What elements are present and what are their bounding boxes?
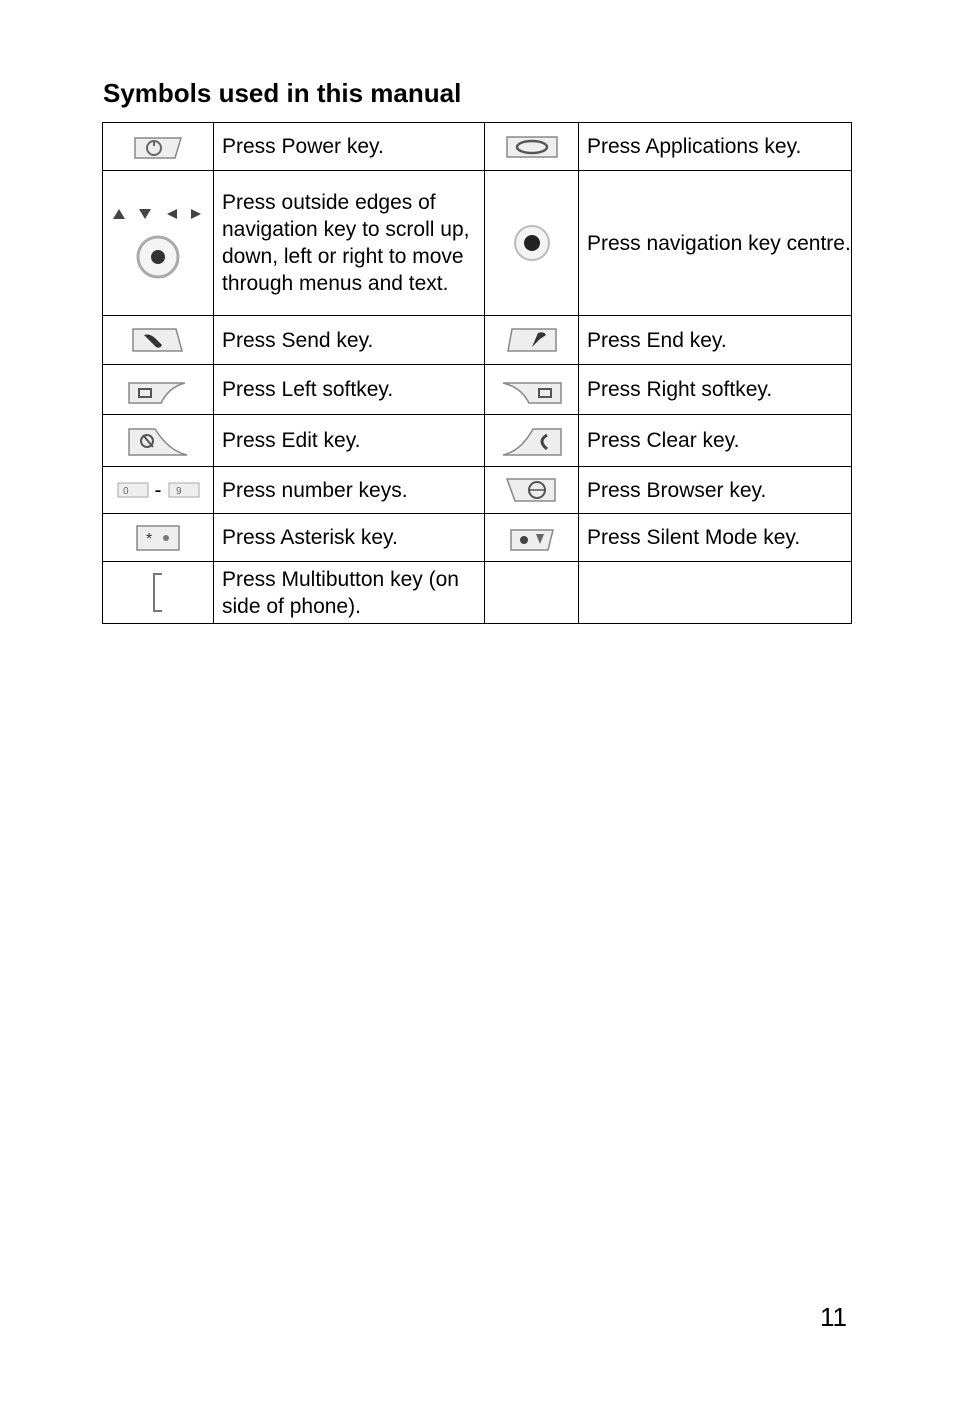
range-separator: -	[154, 478, 162, 502]
table-row	[103, 365, 852, 415]
nine-key-icon	[168, 481, 200, 499]
icon-cell	[103, 171, 214, 316]
svg-text:*: *	[146, 530, 153, 548]
icon-cell	[103, 467, 214, 514]
symbol-description: Press navigation key centre.	[579, 171, 852, 316]
empty-cell	[485, 562, 579, 624]
symbol-description: Press Right softkey.	[579, 365, 852, 415]
symbol-description: Press Multibutton key (on side of phone).	[214, 562, 485, 624]
page-number: 11	[820, 1302, 847, 1332]
icon-cell	[485, 415, 579, 467]
symbol-description: Press outside edges of navigation key to scroll up, down, left or right to move through menus and text.	[214, 171, 485, 316]
table-row	[103, 467, 852, 514]
svg-text:9: 9	[175, 486, 182, 497]
symbol-description: Press Power key.	[214, 123, 485, 171]
navigation-arrows-icon	[111, 206, 205, 222]
icon-cell	[485, 316, 579, 365]
table-row	[103, 514, 852, 562]
icon-cell	[485, 365, 579, 415]
browser-key-icon	[505, 475, 559, 505]
icon-cell	[103, 365, 214, 415]
zero-key-icon	[117, 481, 149, 499]
asterisk-key-icon	[134, 522, 182, 554]
symbol-description: Press Browser key.	[579, 467, 852, 514]
applications-key-icon	[505, 133, 559, 161]
symbol-description: Press Silent Mode key.	[579, 514, 852, 562]
table-row	[103, 316, 852, 365]
icon-cell	[103, 562, 214, 624]
symbol-description: Press Left softkey.	[214, 365, 485, 415]
icon-cell	[485, 467, 579, 514]
navigation-centre-icon	[135, 234, 181, 280]
icon-cell	[485, 123, 579, 171]
table-row	[103, 171, 852, 316]
power-key-icon	[132, 132, 184, 162]
symbol-description: Press Applications key.	[579, 123, 852, 171]
symbol-description: Press Send key.	[214, 316, 485, 365]
symbol-description: Press End key.	[579, 316, 852, 365]
left-softkey-icon	[125, 373, 191, 407]
send-key-icon	[130, 325, 186, 355]
icon-cell	[103, 123, 214, 171]
svg-text:0: 0	[122, 486, 129, 497]
clear-key-icon	[499, 423, 565, 459]
symbol-description: Press Clear key.	[579, 415, 852, 467]
symbol-description: Press number keys.	[214, 467, 485, 514]
multibutton-key-icon	[148, 571, 168, 615]
navigation-centre-icon	[512, 223, 552, 263]
symbols-table	[102, 122, 852, 624]
silent-mode-key-icon	[508, 522, 556, 554]
end-key-icon	[504, 325, 560, 355]
right-softkey-icon	[499, 373, 565, 407]
number-keys-icon	[103, 477, 213, 504]
symbol-description: Press Asterisk key.	[214, 514, 485, 562]
icon-cell	[485, 171, 579, 316]
empty-cell	[579, 562, 852, 624]
icon-cell	[103, 316, 214, 365]
symbol-description: Press Edit key.	[214, 415, 485, 467]
table-row	[103, 123, 852, 171]
page-title: Symbols used in this manual	[103, 78, 462, 108]
edit-key-icon	[125, 423, 191, 459]
table-row	[103, 562, 852, 624]
icon-cell	[103, 415, 214, 467]
table-row	[103, 415, 852, 467]
icon-cell	[103, 514, 214, 562]
icon-cell	[485, 514, 579, 562]
